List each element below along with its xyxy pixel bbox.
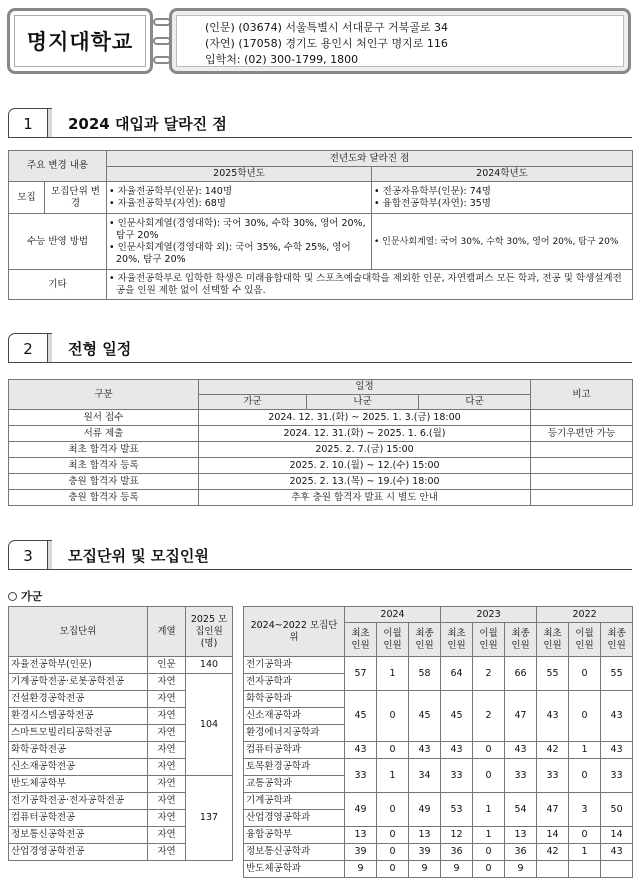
table-cell: 0 xyxy=(569,759,601,793)
section-number: 2 xyxy=(8,333,48,363)
table-cell: 42 xyxy=(537,844,569,861)
section-3-heading xyxy=(8,540,632,570)
table-cell: 137 xyxy=(186,776,233,861)
table-cell xyxy=(531,474,633,490)
table-row xyxy=(244,742,633,759)
address-natural: (자연) (17058) 경기도 용인시 처인구 명지로 116 xyxy=(205,37,448,50)
table-header: 2023 xyxy=(441,607,537,623)
table-header: 주요 변경 내용 xyxy=(9,151,107,182)
table-cell: 36 xyxy=(505,844,537,861)
table-cell: 55 xyxy=(537,657,569,691)
table-cell: 토목환경공학과 xyxy=(244,759,345,776)
table-cell: 2 xyxy=(473,657,505,691)
table-row xyxy=(244,827,633,844)
history-table xyxy=(243,606,633,878)
list-item: • 전공자유학부(인문): 74명 xyxy=(374,185,491,197)
table-cell: 2025. 2. 10.(월) ~ 12.(수) 15:00 xyxy=(199,458,531,474)
table-cell: 자연 xyxy=(148,674,186,691)
table-header: 전년도와 달라진 점 xyxy=(107,151,633,167)
table-cell xyxy=(569,861,601,878)
table-cell xyxy=(537,861,569,878)
table-cell: 자연 xyxy=(148,725,186,742)
section-2-heading xyxy=(8,333,632,363)
list-item: • 인문사회계열(경영대학): 국어 30%, 수학 30%, 영어 20%, 탐구 20% xyxy=(109,217,366,241)
table-header: 이월 인원 xyxy=(473,623,505,657)
university-name-box xyxy=(7,8,153,74)
table-cell: 정보통신공학전공 xyxy=(9,827,148,844)
section-title: 모집단위 및 모집인원 xyxy=(68,547,209,565)
table-row xyxy=(9,458,633,474)
table-cell: 33 xyxy=(441,759,473,793)
table-cell: 2 xyxy=(473,691,505,742)
table-cell: 9 xyxy=(345,861,377,878)
table-cell: 39 xyxy=(345,844,377,861)
table-cell: 104 xyxy=(186,674,233,776)
table-cell: 0 xyxy=(377,793,409,827)
table-cell: 13 xyxy=(409,827,441,844)
table-row xyxy=(9,410,633,426)
schedule-table xyxy=(8,379,633,506)
table-cell: 140 xyxy=(186,657,233,674)
table-header: 최종 인원 xyxy=(409,623,441,657)
table-cell: 55 xyxy=(601,657,633,691)
table-header: 2024~2022 모집단위 xyxy=(244,607,345,657)
table-header: 계열 xyxy=(148,607,186,657)
table-cell: 43 xyxy=(441,742,473,759)
table-row xyxy=(9,442,633,458)
table-cell: 1 xyxy=(377,657,409,691)
quota-table xyxy=(8,606,233,861)
table-cell: 54 xyxy=(505,793,537,827)
table-cell: 전자공학과 xyxy=(244,674,345,691)
table-cell: 1 xyxy=(473,827,505,844)
table-header: 2024학년도 xyxy=(372,167,633,182)
table-row xyxy=(244,759,633,776)
table-cell: 모집단위 변경 xyxy=(45,182,107,214)
table-cell: 스마트모빌리티공학전공 xyxy=(9,725,148,742)
table-header: 최초 인원 xyxy=(441,623,473,657)
table-header: 2025 모집인원 (명) xyxy=(186,607,233,657)
table-cell: 융합공학부 xyxy=(244,827,345,844)
table-cell: 0 xyxy=(569,691,601,742)
table-cell: 컴퓨터공학과 xyxy=(244,742,345,759)
table-cell: 1 xyxy=(377,759,409,793)
table-cell: 0 xyxy=(473,759,505,793)
table-header: 최초 인원 xyxy=(345,623,377,657)
list-item: • 인문사회계열(경영대학 외): 국어 35%, 수학 25%, 영어 20%, 탐구 20% xyxy=(109,241,351,265)
table-cell: 39 xyxy=(409,844,441,861)
table-cell: 36 xyxy=(441,844,473,861)
table-row xyxy=(244,844,633,861)
table-cell: 43 xyxy=(537,691,569,742)
table-cell xyxy=(601,861,633,878)
table-cell: 0 xyxy=(473,861,505,878)
table-header: 구분 xyxy=(9,380,199,410)
admission-phone: 입학처: (02) 300-1799, 1800 xyxy=(205,53,359,66)
table-cell: 66 xyxy=(505,657,537,691)
section-1-heading xyxy=(8,108,632,138)
table-cell: 43 xyxy=(601,691,633,742)
table-row xyxy=(244,793,633,810)
table-cell: 0 xyxy=(377,827,409,844)
table-header: 최종 인원 xyxy=(601,623,633,657)
table-cell: 인문 xyxy=(148,657,186,674)
table-cell: • 인문사회계열: 국어 30%, 수학 30%, 영어 20%, 탐구 20% xyxy=(372,214,633,270)
table-cell: 모집 xyxy=(9,182,45,214)
table-cell: 13 xyxy=(505,827,537,844)
table-header: 2024 xyxy=(345,607,441,623)
table-cell: 자율전공학부(인문) xyxy=(9,657,148,674)
table-cell: 49 xyxy=(345,793,377,827)
table-header: 모집단위 xyxy=(9,607,148,657)
table-cell: 산업경영공학전공 xyxy=(9,844,148,861)
table-cell: 최초 합격자 등록 xyxy=(9,458,199,474)
table-cell: 기타 xyxy=(9,270,107,300)
table-cell: 1 xyxy=(569,742,601,759)
table-row xyxy=(9,490,633,506)
table-cell: 33 xyxy=(537,759,569,793)
table-cell: 자연 xyxy=(148,691,186,708)
table-header: 비고 xyxy=(531,380,633,410)
table-cell: 반도체공학부 xyxy=(9,776,148,793)
table-header: 이월 인원 xyxy=(377,623,409,657)
table-cell: 0 xyxy=(377,691,409,742)
table-cell: 64 xyxy=(441,657,473,691)
list-item: • 융합전공학부(자연): 35명 xyxy=(374,197,491,209)
table-cell: 자연 xyxy=(148,776,186,793)
table-cell xyxy=(531,442,633,458)
table-cell: 전기공학전공·전자공학전공 xyxy=(9,793,148,810)
table-header: 2025학년도 xyxy=(107,167,372,182)
table-cell: 기계공학과 xyxy=(244,793,345,810)
list-item: • 자율전공학부(인문): 140명 xyxy=(109,185,232,197)
table-cell: 14 xyxy=(537,827,569,844)
table-cell: 43 xyxy=(601,844,633,861)
table-cell: 53 xyxy=(441,793,473,827)
table-header: 2022 xyxy=(537,607,633,623)
table-row xyxy=(244,657,633,674)
table-cell: 2025. 2. 13.(목) ~ 19.(수) 18:00 xyxy=(199,474,531,490)
section-title: 전형 일정 xyxy=(68,340,132,358)
address-box xyxy=(169,8,631,74)
table-cell: 건설환경공학전공 xyxy=(9,691,148,708)
table-cell: 원서 접수 xyxy=(9,410,199,426)
table-cell: 자연 xyxy=(148,827,186,844)
table-cell: 0 xyxy=(473,742,505,759)
table-cell: 0 xyxy=(473,844,505,861)
section-number: 3 xyxy=(8,540,48,570)
university-name: 명지대학교 xyxy=(26,30,134,54)
table-cell: 정보통신공학과 xyxy=(244,844,345,861)
address-humanities: (인문) (03674) 서울특별시 서대문구 거북골로 34 xyxy=(205,21,449,34)
table-cell: 0 xyxy=(377,742,409,759)
table-cell: 신소재공학과 xyxy=(244,708,345,725)
table-cell: 수능 반영 방법 xyxy=(9,214,107,270)
table-header: 다군 xyxy=(419,395,531,410)
table-cell: 12 xyxy=(441,827,473,844)
table-cell: 14 xyxy=(601,827,633,844)
table-cell: 45 xyxy=(441,691,473,742)
table-row xyxy=(9,426,633,442)
table-cell: 충원 합격자 발표 xyxy=(9,474,199,490)
table-cell: 9 xyxy=(505,861,537,878)
section-title: 2024 대입과 달라진 점 xyxy=(68,115,227,133)
table-cell: 43 xyxy=(345,742,377,759)
table-cell: 9 xyxy=(441,861,473,878)
table-cell: 산업경영공학과 xyxy=(244,810,345,827)
table-cell: 화학공학과 xyxy=(244,691,345,708)
table-cell: 3 xyxy=(569,793,601,827)
table-cell: 서류 제출 xyxy=(9,426,199,442)
table-header: 이월 인원 xyxy=(569,623,601,657)
table-row xyxy=(9,474,633,490)
group-label: 가군 xyxy=(21,590,43,603)
changes-table xyxy=(8,150,633,300)
table-cell: 1 xyxy=(473,793,505,827)
table-cell: 13 xyxy=(345,827,377,844)
table-row xyxy=(244,861,633,878)
table-cell xyxy=(531,410,633,426)
table-cell: 자연 xyxy=(148,742,186,759)
table-cell: 반도체공학과 xyxy=(244,861,345,878)
table-cell: 자연 xyxy=(148,759,186,776)
table-cell: 58 xyxy=(409,657,441,691)
table-cell xyxy=(531,458,633,474)
table-cell: 47 xyxy=(537,793,569,827)
group-heading xyxy=(8,588,42,604)
table-cell: 컴퓨터공학전공 xyxy=(9,810,148,827)
table-cell: 환경시스템공학전공 xyxy=(9,708,148,725)
table-cell: 화학공학전공 xyxy=(9,742,148,759)
table-cell: 전기공학과 xyxy=(244,657,345,674)
section-number: 1 xyxy=(8,108,48,138)
table-cell: 47 xyxy=(505,691,537,742)
table-cell: 49 xyxy=(409,793,441,827)
table-cell: 0 xyxy=(377,861,409,878)
table-header: 가군 xyxy=(199,395,307,410)
table-cell: 9 xyxy=(409,861,441,878)
table-cell: 0 xyxy=(569,657,601,691)
table-cell: 2024. 12. 31.(화) ~ 2025. 1. 6.(월) xyxy=(199,426,531,442)
table-cell: 충원 합격자 등록 xyxy=(9,490,199,506)
table-row xyxy=(244,691,633,708)
table-cell: 43 xyxy=(505,742,537,759)
table-cell: 50 xyxy=(601,793,633,827)
table-cell: • 자율전공학부로 입학한 학생은 미래융합대학 및 스포츠예술대학을 제외한 인문, 자연캠퍼스 모든 학과, 전공 및 학생설계전공을 인원 제한 없이 선택할 수 있음. xyxy=(107,270,633,300)
circle-bullet-icon xyxy=(8,592,17,601)
table-cell: 자연 xyxy=(148,708,186,725)
table-cell: 추후 충원 합격자 발표 시 별도 안내 xyxy=(199,490,531,506)
table-cell: 교통공학과 xyxy=(244,776,345,793)
table-cell: 45 xyxy=(409,691,441,742)
table-cell: 43 xyxy=(409,742,441,759)
table-cell: 0 xyxy=(377,844,409,861)
table-cell: 자연 xyxy=(148,810,186,827)
table-cell: 기계공학전공·로봇공학전공 xyxy=(9,674,148,691)
table-cell: 33 xyxy=(601,759,633,793)
table-cell: 자연 xyxy=(148,844,186,861)
table-cell: 2024. 12. 31.(화) ~ 2025. 1. 3.(금) 18:00 xyxy=(199,410,531,426)
table-cell xyxy=(531,490,633,506)
table-cell: 자연 xyxy=(148,793,186,810)
table-cell: 2025. 2. 7.(금) 15:00 xyxy=(199,442,531,458)
table-header: 최종 인원 xyxy=(505,623,537,657)
table-cell: 43 xyxy=(601,742,633,759)
table-header: 나군 xyxy=(307,395,419,410)
table-cell: 신소재공학전공 xyxy=(9,759,148,776)
table-cell: 42 xyxy=(537,742,569,759)
list-item: • 자율전공학부(자연): 68명 xyxy=(109,197,226,209)
table-header: 일정 xyxy=(199,380,531,395)
table-cell: 33 xyxy=(345,759,377,793)
table-cell: 0 xyxy=(569,827,601,844)
table-cell: 1 xyxy=(569,844,601,861)
table-cell: 45 xyxy=(345,691,377,742)
table-cell: 등기우편만 가능 xyxy=(531,426,633,442)
table-cell: 33 xyxy=(505,759,537,793)
table-cell: 34 xyxy=(409,759,441,793)
table-cell: 57 xyxy=(345,657,377,691)
table-cell: 최초 합격자 발표 xyxy=(9,442,199,458)
table-cell: 환경에너지공학과 xyxy=(244,725,345,742)
table-header: 최초 인원 xyxy=(537,623,569,657)
